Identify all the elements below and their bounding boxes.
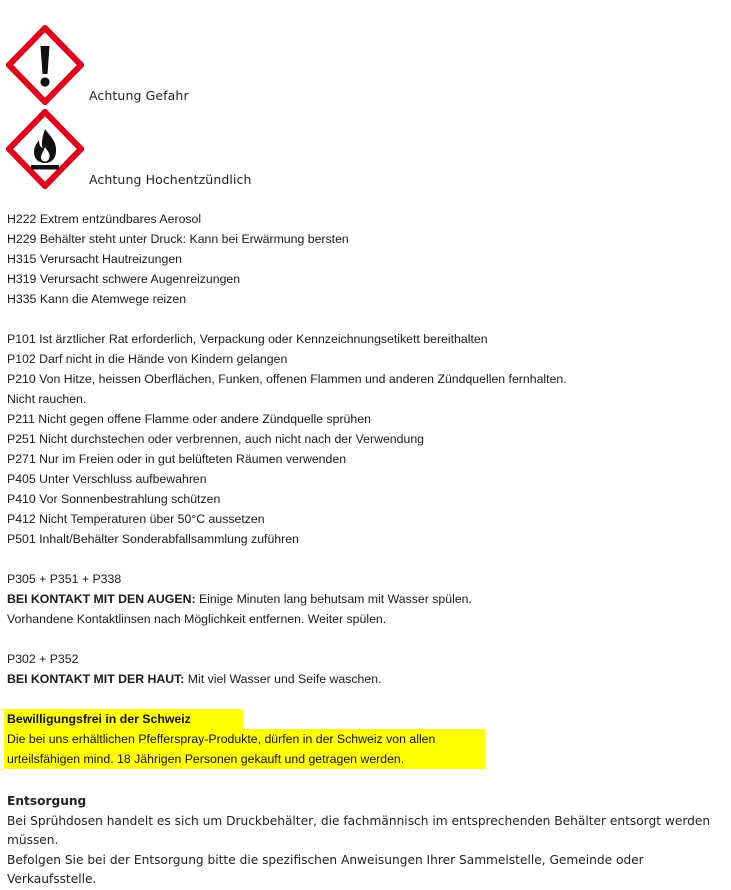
switzerland-heading: Bewilligungsfrei in der Schweiz xyxy=(7,712,191,726)
skin-contact-line xyxy=(7,669,381,689)
hazard-statement: H229 Behälter steht unter Druck: Kann bei Erwärmung bersten xyxy=(7,232,349,246)
precautionary-statement: Nicht rauchen. xyxy=(7,392,87,406)
pictogram-warning-row xyxy=(6,25,189,105)
pictogram-flammable-row xyxy=(6,109,252,189)
switzerland-section xyxy=(7,709,435,769)
skin-contact-section xyxy=(7,649,381,689)
pictogram-warning-label: Achtung Gefahr xyxy=(89,88,189,103)
precautionary-statement: P412 Nicht Temperaturen über 50°C aussetzen xyxy=(7,512,265,526)
precautionary-statement: P501 Inhalt/Behälter Sonderabfallsammlung zuführen xyxy=(7,532,299,546)
eye-contact-code: P305 + P351 + P338 xyxy=(7,572,122,586)
eye-contact-line2: Vorhandene Kontaktlinsen nach Möglichkeit entfernen. Weiter spülen. xyxy=(7,612,387,626)
eye-contact-text: Einige Minuten lang behutsam mit Wasser spülen. xyxy=(195,592,472,606)
precautionary-statement: P405 Unter Verschluss aufbewahren xyxy=(7,472,207,486)
skin-contact-text: Mit viel Wasser und Seife waschen. xyxy=(184,672,382,686)
eye-contact-line xyxy=(7,589,472,609)
eye-contact-section xyxy=(7,569,472,629)
disposal-section xyxy=(7,792,731,890)
skin-contact-heading: BEI KONTAKT MIT DER HAUT: xyxy=(7,672,185,686)
precautionary-statement: P210 Von Hitze, heissen Oberflächen, Funken, offenen Flammen und anderen Zündquellen fernhalten. xyxy=(7,372,567,386)
precautionary-statement: P251 Nicht durchstechen oder verbrennen, auch nicht nach der Verwendung xyxy=(7,432,425,446)
precautionary-statement: P211 Nicht gegen offene Flamme oder andere Zündquelle sprühen xyxy=(7,412,371,426)
precautionary-statement: P101 Ist ärztlicher Rat erforderlich, Verpackung oder Kennzeichnungsetikett bereithalten xyxy=(7,332,488,346)
precautionary-statement: P271 Nur im Freien oder in gut belüfteten Räumen verwenden xyxy=(7,452,347,466)
precautionary-statements xyxy=(7,329,567,549)
hazard-statement: H315 Verursacht Hautreizungen xyxy=(7,252,182,266)
skin-contact-code: P302 + P352 xyxy=(7,652,79,666)
hazard-statements xyxy=(7,209,349,309)
hazard-statement: H222 Extrem entzündbares Aerosol xyxy=(7,212,202,226)
precautionary-statement: P102 Darf nicht in die Hände von Kindern gelangen xyxy=(7,352,288,366)
pictogram-flammable-label: Achtung Hochentzündlich xyxy=(89,172,252,187)
switzerland-line2: urteilsfähigen mind. 18 Jährigen Personen gekauft und getragen werden. xyxy=(7,752,405,766)
precautionary-statement: P410 Vor Sonnenbestrahlung schützen xyxy=(7,492,221,506)
disposal-heading: Entsorgung xyxy=(7,794,87,808)
flame-icon xyxy=(6,109,84,189)
disposal-line2: Befolgen Sie bei der Entsorgung bitte die spezifischen Anweisungen Ihrer Sammelstelle, Gemeinde oder Verkaufsstelle. xyxy=(7,852,644,886)
switzerland-line1: Die bei uns erhältlichen Pfefferspray-Produkte, dürfen in der Schweiz von allen xyxy=(7,732,436,746)
hazard-statement: H319 Verursacht schwere Augenreizungen xyxy=(7,272,241,286)
disposal-line1: Bei Sprühdosen handelt es sich um Druckbehälter, die fachmännisch im entsprechenden Behälter entsorgt werden müssen. xyxy=(7,813,711,847)
eye-contact-heading: BEI KONTAKT MIT DEN AUGEN: xyxy=(7,592,196,606)
exclamation-mark-icon xyxy=(6,25,84,105)
hazard-statement: H335 Kann die Atemwege reizen xyxy=(7,292,187,306)
